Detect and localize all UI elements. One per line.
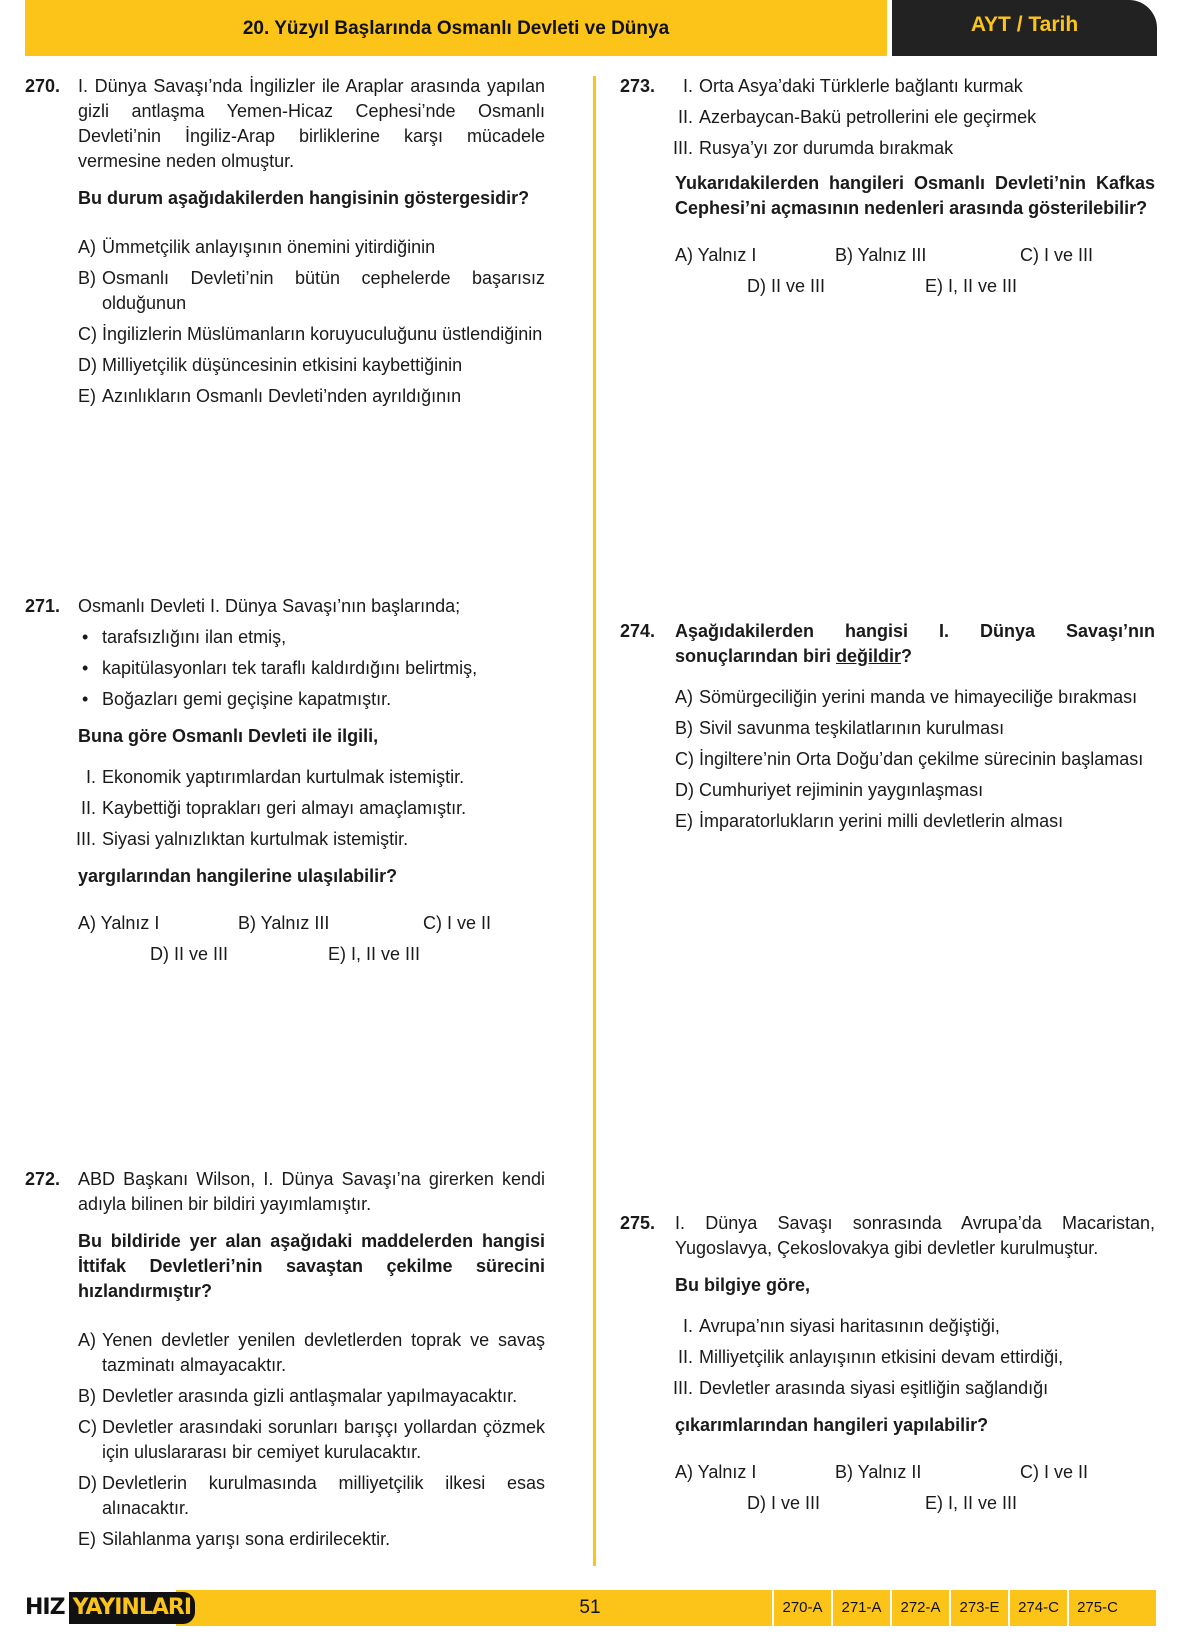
question-prompt: Bu bildiride yer alan aşağıdaki maddelerden hangisi İttifak Devletleri’nin savaştan çekilme sürecini hızlandırmıştır?: [78, 1231, 545, 1301]
statement-2: II. Kaybettiği toprakları geri almayı amaçlamıştır.: [80, 798, 467, 818]
page-number: 51: [579, 1597, 601, 1618]
negation-word: değildir: [836, 646, 902, 666]
answer-c[interactable]: C) I ve III: [1020, 245, 1094, 265]
question-number: 270.: [25, 76, 61, 96]
statement-1: I. Ekonomik yaptırımlardan kurtulmak istemiştir.: [85, 767, 465, 787]
answer-d[interactable]: D) I ve III: [747, 1493, 821, 1513]
question-number: 274.: [620, 621, 656, 641]
question-number: 273.: [620, 76, 656, 96]
option-c[interactable]: C) İngiltere’nin Orta Doğu’dan çekilme sürecinin başlaması: [675, 749, 1144, 769]
answer-key-item: 275-C: [1067, 1590, 1126, 1626]
option-e[interactable]: E) Silahlanma yarışı sona erdirilecektir.: [78, 1529, 391, 1549]
question-text: Osmanlı Devleti I. Dünya Savaşı’nın başlarında;: [78, 596, 461, 616]
question-number: 275.: [620, 1213, 656, 1233]
option-e[interactable]: E) İmparatorlukların yerini milli devletlerin alması: [675, 811, 1064, 831]
answer-a[interactable]: A) Yalnız I: [675, 245, 757, 265]
option-b[interactable]: B) Sivil savunma teşkilatlarının kurulması: [675, 718, 1005, 738]
answer-key-item: 274-C: [1008, 1590, 1067, 1626]
question-text: I. Dünya Savaşı sonrasında Avrupa’da Macaristan, Yugoslavya, Çekoslovakya gibi devletler kurulmuştur.: [675, 1213, 1155, 1258]
answer-b[interactable]: B) Yalnız II: [835, 1462, 922, 1482]
option-c[interactable]: C) Devletler arasındaki sorunları barışçı yollardan çözmek için uluslararası bir cemiyet kurulacaktır.: [78, 1417, 545, 1462]
answer-key-item: 271-A: [831, 1590, 890, 1626]
option-a[interactable]: A) Yenen devletler yenilen devletlerden toprak ve savaş tazminatı almayacaktır.: [78, 1330, 545, 1375]
question-prompt-2: çıkarımlarından hangileri yapılabilir?: [675, 1415, 989, 1435]
answer-c[interactable]: C) I ve II: [1020, 1462, 1089, 1482]
answer-row: [675, 243, 1155, 274]
bullet-item: • tarafsızlığını ilan etmiş,: [82, 627, 287, 647]
answer-b[interactable]: B) Yalnız III: [835, 245, 927, 265]
question-prompt-2: yargılarından hangilerine ulaşılabilir?: [78, 866, 398, 886]
answer-row: [675, 1491, 1155, 1522]
option-a[interactable]: A) Ümmetçilik anlayışının önemini yitirdiğinin: [78, 237, 436, 257]
answer-a[interactable]: A) Yalnız I: [78, 913, 160, 933]
column-divider: [593, 76, 596, 1566]
bullet-item: • kapitülasyonları tek taraflı kaldırdığını belirtmiş,: [82, 658, 478, 678]
statement-3: III. Siyasi yalnızlıktan kurtulmak istemiştir.: [75, 829, 409, 849]
answer-key-item: 272-A: [890, 1590, 949, 1626]
bullet-item: • Boğazları gemi geçişine kapatmıştır.: [82, 689, 392, 709]
answer-row: [675, 274, 1155, 305]
statement-2: II. Azerbaycan-Bakü petrollerini ele geçirmek: [677, 107, 1037, 127]
answer-c[interactable]: C) I ve II: [423, 913, 492, 933]
question-prompt: Aşağıdakilerden hangisi I. Dünya Savaşı’nın sonuçlarından biri değildir?: [675, 621, 1155, 666]
answer-key-item: 270-A: [772, 1590, 831, 1626]
question-number: 272.: [25, 1169, 61, 1189]
statement-1: I. Avrupa’nın siyasi haritasının değiştiği,: [682, 1316, 1000, 1336]
question-number: 271.: [25, 596, 61, 616]
option-b[interactable]: B) Devletler arasında gizli antlaşmalar yapılmayacaktır.: [78, 1386, 518, 1406]
chapter-title: 20. Yüzyıl Başlarında Osmanlı Devleti ve Dünya: [242, 18, 670, 39]
option-e[interactable]: E) Azınlıkların Osmanlı Devleti’nden ayrıldığının: [78, 386, 462, 406]
answer-row: [675, 1460, 1155, 1491]
answer-b[interactable]: B) Yalnız III: [238, 913, 330, 933]
answer-d[interactable]: D) II ve III: [747, 276, 826, 296]
answer-e[interactable]: E) I, II ve III: [328, 944, 421, 964]
answer-a[interactable]: A) Yalnız I: [675, 1462, 757, 1482]
answer-key-item: 273-E: [949, 1590, 1008, 1626]
answer-key: [772, 1590, 1126, 1626]
answer-row: [78, 911, 545, 942]
answer-row: [78, 942, 545, 973]
option-a[interactable]: A) Sömürgeciliğin yerini manda ve himayeciliğe bırakması: [675, 687, 1138, 707]
statement-1: I. Orta Asya’daki Türklerle bağlantı kurmak: [682, 76, 1023, 96]
subject-label: AYT / Tarih: [970, 13, 1079, 36]
statement-2: II. Milliyetçilik anlayışının etkisini devam ettirdiği,: [677, 1347, 1064, 1367]
answer-e[interactable]: E) I, II ve III: [925, 1493, 1018, 1513]
answer-d[interactable]: D) II ve III: [150, 944, 229, 964]
option-b[interactable]: B) Osmanlı Devleti’nin bütün cephelerde başarısız olduğunun: [78, 268, 545, 313]
option-d[interactable]: D) Cumhuriyet rejiminin yaygınlaşması: [675, 780, 984, 800]
question-prompt: Bu bilgiye göre,: [675, 1275, 811, 1295]
publisher-logo: HIZ YAYINLARI: [25, 1592, 195, 1624]
question-text: I. Dünya Savaşı’nda İngilizler ile Araplar arasında yapılan gizli antlaşma Yemen-Hicaz Cephesi’nde Osmanlı Devleti’nin İngiliz-Arap birliklerine karşı mücadele vermesine neden olmuştur.: [78, 76, 545, 171]
option-d[interactable]: D) Milliyetçilik düşüncesinin etkisini kaybettiğinin: [78, 355, 463, 375]
question-prompt: Bu durum aşağıdakilerden hangisinin göstergesidir?: [78, 188, 530, 208]
option-c[interactable]: C) İngilizlerin Müslümanların koruyuculuğunu üstlendiğinin: [78, 324, 543, 344]
statement-3: III. Devletler arasında siyasi eşitliğin sağlandığı: [672, 1378, 1049, 1398]
question-prompt: Yukarıdakilerden hangileri Osmanlı Devleti’nin Kafkas Cephesi’ni açmasının nedenleri arasında gösterilebilir?: [675, 173, 1155, 218]
question-prompt: Buna göre Osmanlı Devleti ile ilgili,: [78, 726, 379, 746]
answer-e[interactable]: E) I, II ve III: [925, 276, 1018, 296]
statement-3: III. Rusya’yı zor durumda bırakmak: [672, 138, 954, 158]
option-d[interactable]: D) Devletlerin kurulmasında milliyetçilik ilkesi esas alınacaktır.: [78, 1473, 545, 1518]
question-text: ABD Başkanı Wilson, I. Dünya Savaşı’na girerken kendi adıyla bilinen bir bildiri yayımlamıştır.: [78, 1169, 545, 1214]
